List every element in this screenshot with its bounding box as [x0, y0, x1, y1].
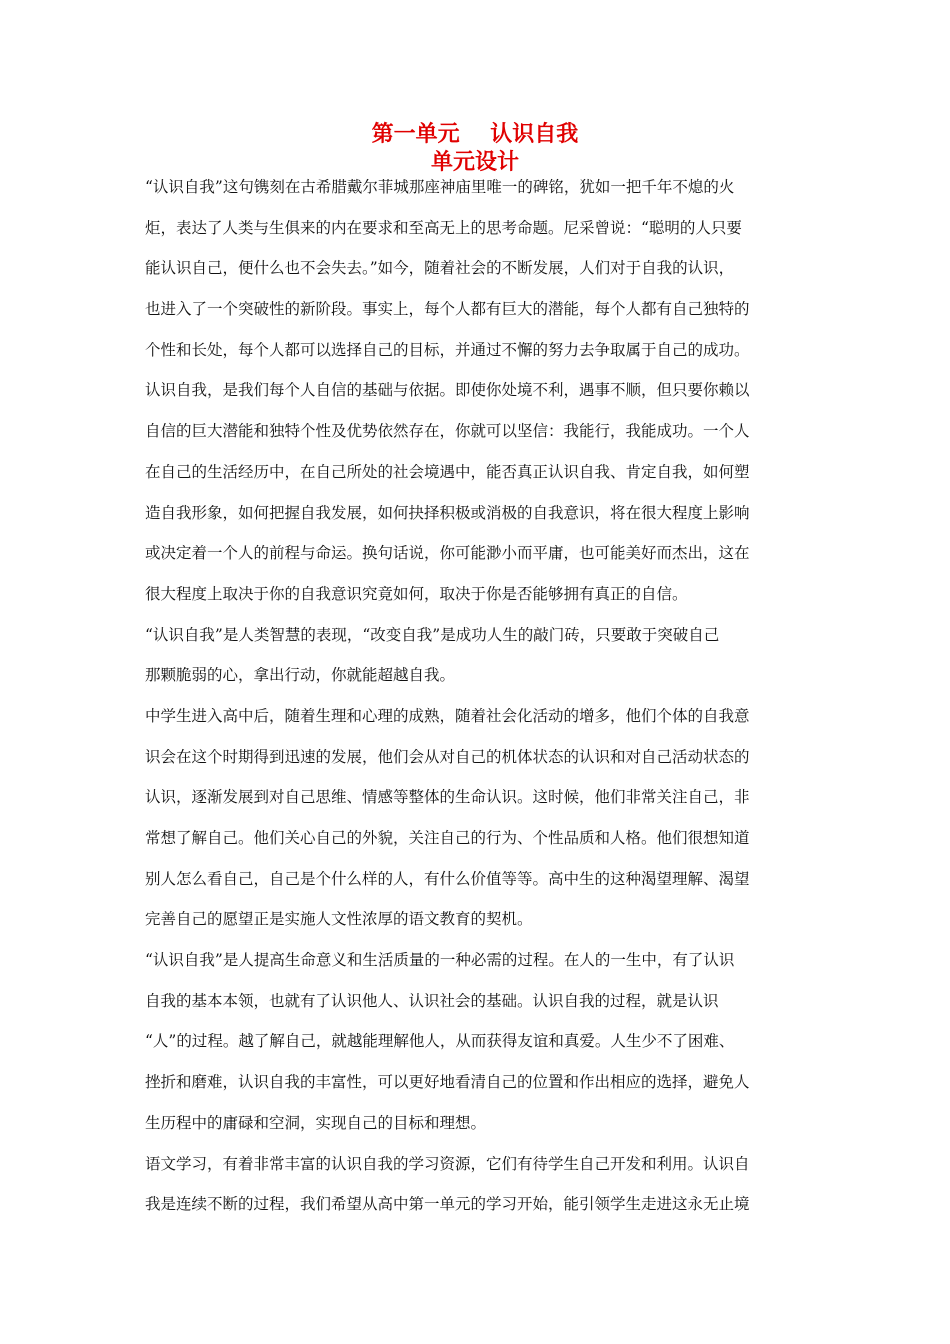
text-line: 生历程中的庸碌和空洞，实现自己的目标和理想。 [145, 1113, 487, 1132]
text-line: 造自我形象，如何把握自我发展，如何抉择积极或消极的自我意识，将在很大程度上影响 [145, 503, 750, 522]
text-line: “认识自我”是人提高生命意义和生活质量的一种必需的过程。在人的一生中，有了认识 [145, 951, 735, 970]
paragraph [145, 705, 807, 949]
text-line: 完善自己的愿望正是实施人文性浓厚的语文教育的契机。 [145, 910, 533, 929]
paragraph [145, 176, 807, 379]
text-line: 别人怎么看自己，自己是个什么样的人，有什么价值等等。高中生的这种渴望理解、渴望 [145, 869, 750, 888]
paragraph [145, 624, 807, 705]
text-line: 个性和长处，每个人都可以选择自己的目标，并通过不懈的努力去争取属于自己的成功。 [145, 340, 750, 359]
paragraph [145, 1153, 807, 1234]
text-line: 很大程度上取决于你的自我意识究竟如何，取决于你是否能够拥有真正的自信。 [145, 584, 688, 603]
text-line: 能认识自己，便什么也不会失去。”如今，随着社会的不断发展，人们对于自我的认识， [145, 259, 735, 278]
text-line: 自我的基本本领，也就有了认识他人、认识社会的基础。认识自我的过程，就是认识 [145, 991, 719, 1010]
text-line: 炬，表达了人类与生俱来的内在要求和至高无上的思考命题。尼采曾说：“聪明的人只要 [145, 218, 742, 237]
title-block [0, 120, 950, 176]
text-line: 认识，逐渐发展到对自己思维、情感等整体的生命认识。这时候，他们非常关注自己，非 [145, 788, 750, 807]
text-line: “认识自我”这句镌刻在古希腊戴尔菲城那座神庙里唯一的碑铭，犹如一把千年不熄的火 [145, 178, 735, 196]
text-line: 那颗脆弱的心，拿出行动，你就能超越自我。 [145, 666, 456, 685]
text-line: 自信的巨大潜能和独特个性及优势依然存在，你就可以坚信：我能行，我能成功。一个人 [145, 422, 750, 441]
unit-title: 第一单元 认识自我 [371, 121, 579, 147]
paragraph [145, 949, 807, 1152]
text-line: “人”的过程。越了解自己，就越能理解他人，从而获得友谊和真爱。人生少不了困难、 [145, 1032, 735, 1051]
text-line: 语文学习，有着非常丰富的认识自我的学习资源，它们有待学生自己开发和利用。认识自 [145, 1154, 750, 1173]
body-text [145, 176, 807, 1234]
text-line: 也进入了一个突破性的新阶段。事实上，每个人都有巨大的潜能，每个人都有自己独特的 [145, 300, 750, 319]
unit-subtitle: 单元设计 [430, 149, 519, 175]
text-line: 常想了解自己。他们关心自己的外貌，关注自己的行为、个性品质和人格。他们很想知道 [145, 829, 750, 847]
text-line: 中学生进入高中后，随着生理和心理的成熟，随着社会化活动的增多，他们个体的自我意 [145, 706, 750, 725]
text-line: “认识自我”是人类智慧的表现，“改变自我”是成功人生的敲门砖，只要敢于突破自己 [145, 625, 720, 644]
paragraph [145, 379, 807, 623]
text-line: 挫折和磨难，认识自我的丰富性，可以更好地看清自己的位置和作出相应的选择，避免人 [145, 1073, 750, 1092]
text-line: 识会在这个时期得到迅速的发展，他们会从对自己的机体状态的认识和对自己活动状态的 [145, 747, 750, 766]
text-line: 在自己的生活经历中，在自己所处的社会境遇中，能否真正认识自我、肯定自我，如何塑 [145, 462, 750, 481]
text-line: 我是连续不断的过程，我们希望从高中第一单元的学习开始，能引领学生走进这永无止境 [145, 1195, 750, 1214]
text-line: 认识自我，是我们每个人自信的基础与依据。即使你处境不利，遇事不顺，但只要你赖以 [145, 381, 750, 400]
text-line: 或决定着一个人的前程与命运。换句话说，你可能渺小而平庸，也可能美好而杰出，这在 [145, 544, 750, 563]
